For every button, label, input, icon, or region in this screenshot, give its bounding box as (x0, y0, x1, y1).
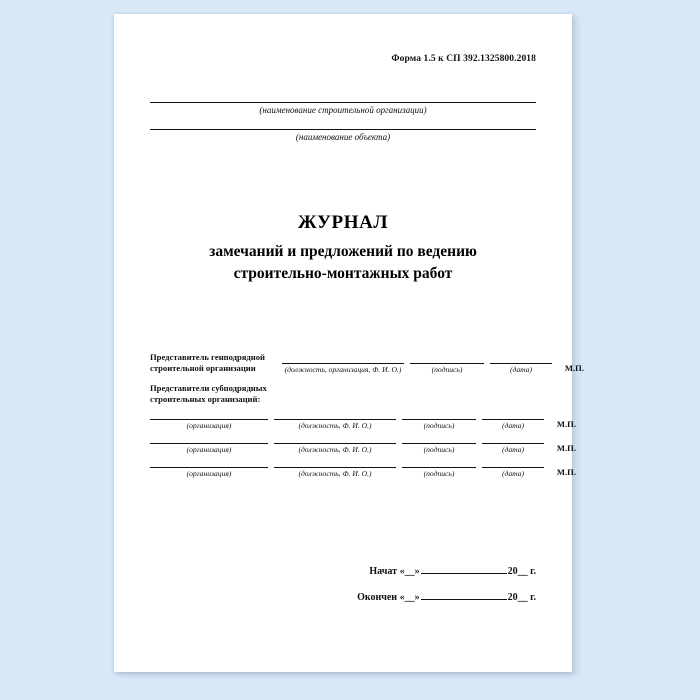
date-finished-label: Окончен «__» (357, 592, 420, 603)
subcontractors-label (150, 383, 536, 404)
subcontractor-post-line[interactable] (274, 432, 396, 444)
subcontractor-org-caption: (организация) (186, 420, 232, 430)
subcontractor-org-field[interactable] (150, 408, 268, 430)
subcontractor-date-caption: (дата) (501, 444, 525, 454)
subcontractor-stamp-label: М.П. (556, 418, 576, 429)
date-started-line[interactable] (421, 564, 507, 574)
general-date-line[interactable] (490, 352, 552, 364)
subcontractor-org-caption: (организация) (186, 468, 232, 478)
subcontractor-row (150, 432, 576, 454)
page-content (114, 14, 584, 672)
subcontractor-stamp-label: М.П. (556, 466, 576, 477)
document-subtitle-line-2: строительно-монтажных работ (233, 265, 453, 283)
subcontractor-signature-line[interactable] (402, 432, 476, 444)
subcontractor-date-line[interactable] (482, 432, 544, 444)
subcontractor-signature-field[interactable] (402, 408, 476, 430)
document-subtitle-line-1: замечаний и предложений по ведению (209, 243, 477, 260)
subcontractor-org-line[interactable] (150, 456, 268, 468)
subcontractor-date-line[interactable] (482, 456, 544, 468)
subcontractor-post-line[interactable] (274, 408, 396, 420)
subcontractor-row (150, 456, 576, 478)
subcontractor-fields (150, 456, 576, 478)
subcontractor-signature-field[interactable] (402, 432, 476, 454)
general-post-line[interactable] (282, 352, 404, 364)
subcontractor-post-caption: (должность, Ф. И. О.) (298, 420, 372, 430)
object-name-caption: (наименование объекта) (295, 132, 391, 142)
general-stamp-label: М.П. (564, 363, 584, 374)
subcontractor-org-field[interactable] (150, 456, 268, 478)
general-signature-line[interactable] (410, 352, 484, 364)
form-code-label: Форма 1.5 к СП 392.1325800.2018 (391, 54, 536, 64)
page-title: ЖУРНАЛ (297, 212, 389, 233)
subcontractor-signature-line[interactable] (402, 408, 476, 420)
subcontractor-date-caption: (дата) (501, 420, 525, 430)
subcontractor-org-field[interactable] (150, 432, 268, 454)
subcontractor-org-line[interactable] (150, 432, 268, 444)
subcontractor-post-line[interactable] (274, 456, 396, 468)
date-finished-row (357, 590, 536, 603)
subcontractor-fields (150, 432, 576, 454)
date-started-year: 20__ г. (507, 566, 536, 577)
general-contractor-fields (282, 352, 584, 374)
document-page (114, 14, 584, 672)
general-contractor-row (150, 351, 584, 375)
subcontractor-signature-caption: (подпись) (423, 444, 455, 454)
general-contractor-label-line-2: строительной организации (150, 362, 256, 373)
organization-fields (150, 102, 536, 142)
subcontractor-date-field[interactable] (482, 432, 544, 454)
subcontractor-post-field[interactable] (274, 456, 396, 478)
subcontractor-signature-caption: (подпись) (423, 420, 455, 430)
journal-dates (357, 564, 536, 616)
subcontractor-date-caption: (дата) (501, 468, 525, 478)
organization-name-line[interactable] (150, 102, 536, 103)
signatures-section (150, 351, 584, 478)
object-name-line[interactable] (150, 129, 536, 130)
subcontractor-org-line[interactable] (150, 408, 268, 420)
date-finished-year: 20__ г. (507, 592, 536, 603)
subcontractor-date-line[interactable] (482, 408, 544, 420)
general-post-field[interactable] (282, 352, 404, 374)
general-date-caption: (дата) (509, 365, 533, 375)
subcontractor-fields (150, 408, 576, 430)
date-finished-line[interactable] (421, 590, 507, 600)
subcontractor-post-field[interactable] (274, 408, 396, 430)
subcontractor-signature-line[interactable] (402, 456, 476, 468)
subcontractor-signature-field[interactable] (402, 456, 476, 478)
document-title-block (150, 212, 536, 286)
subcontractor-row (150, 408, 576, 430)
date-started-label: Начат «__» (369, 566, 420, 577)
subcontractors-label-line-1: Представители субподрядных (150, 383, 267, 394)
general-signature-caption: (подпись) (431, 365, 463, 375)
subcontractor-org-caption: (организация) (186, 444, 232, 454)
subcontractor-signature-caption: (подпись) (423, 468, 455, 478)
subcontractor-stamp-label: М.П. (556, 442, 576, 453)
subcontractor-rows (150, 408, 576, 478)
subcontractor-date-field[interactable] (482, 408, 544, 430)
general-post-caption: (должность, организация, Ф. И. О.) (284, 365, 402, 375)
subcontractor-post-field[interactable] (274, 432, 396, 454)
subcontractor-date-field[interactable] (482, 456, 544, 478)
subcontractor-post-caption: (должность, Ф. И. О.) (298, 444, 372, 454)
general-contractor-label (150, 352, 282, 374)
subcontractor-post-caption: (должность, Ф. И. О.) (298, 468, 372, 478)
general-contractor-label-line-1: Представитель генподрядной (150, 351, 265, 362)
organization-name-caption: (наименование строительной организации) (259, 105, 427, 115)
general-signature-field[interactable] (410, 352, 484, 374)
general-date-field[interactable] (490, 352, 552, 374)
subcontractors-label-line-2: строительных организаций: (150, 394, 261, 405)
date-started-row (357, 564, 536, 577)
